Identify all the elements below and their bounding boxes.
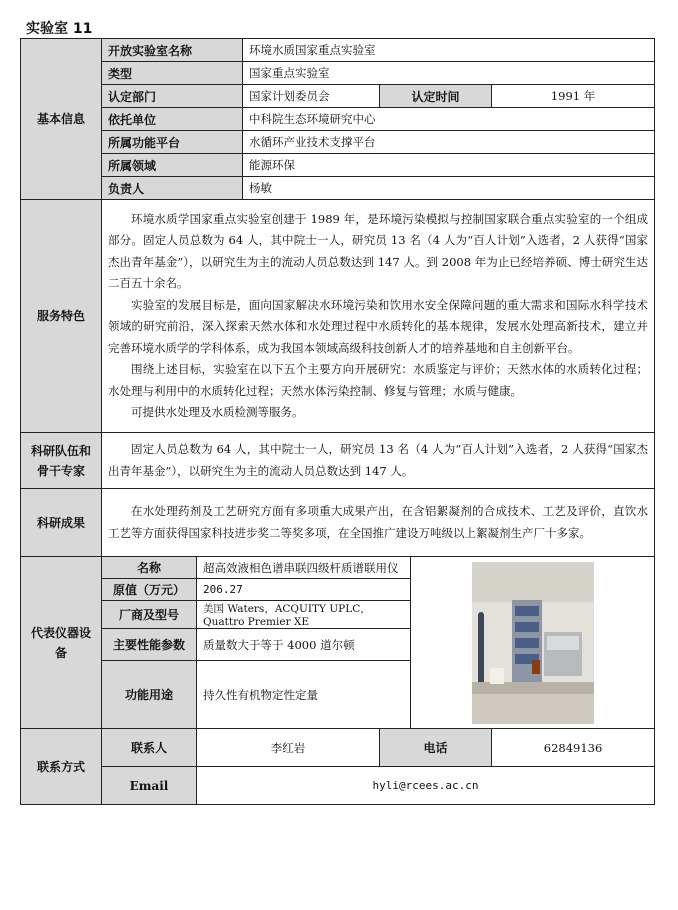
instrument-maker-value: 美国 Waters，ACQUITY UPLC，Quattro Premier XE — [197, 601, 411, 629]
leader-label: 负责人 — [102, 177, 243, 200]
lab-name-value: 环境水质国家重点实验室 — [243, 39, 655, 62]
type-value: 国家重点实验室 — [243, 62, 655, 85]
instrument-use-label: 功能用途 — [102, 661, 197, 729]
lab-name-label: 开放实验室名称 — [102, 39, 243, 62]
type-label: 类型 — [102, 62, 243, 85]
field-value: 能源环保 — [243, 154, 655, 177]
host-label: 依托单位 — [102, 108, 243, 131]
contact-phone-value: 62849136 — [492, 729, 655, 767]
platform-value: 水循环产业技术支撑平台 — [243, 131, 655, 154]
section-results: 科研成果 — [21, 489, 102, 557]
instrument-use-value: 持久性有机物定性定量 — [197, 661, 411, 729]
contact-phone-label: 电话 — [380, 729, 492, 767]
instrument-perf-label: 主要性能参数 — [102, 629, 197, 661]
time-label: 认定时间 — [380, 85, 492, 108]
service-paragraph-3: 围绕上述目标，实验室在以下五个主要方向开展研究：水质鉴定与评价；天然水体的水质转化过程；水处理与利用中的水质转化过程；天然水体污染控制、修复与管理；水质与健康。 — [108, 362, 649, 398]
time-value: 1991 年 — [492, 85, 655, 108]
lab-info-table — [20, 38, 655, 805]
section-instrument: 代表仪器设备 — [21, 557, 102, 729]
leader-value: 杨敏 — [243, 177, 655, 200]
instrument-perf-value: 质量数大于等于 4000 道尔顿 — [197, 629, 411, 661]
section-basic-info: 基本信息 — [21, 39, 102, 200]
contact-email-value[interactable]: hyli@rcees.ac.cn — [197, 767, 655, 805]
team-paragraph: 固定人员总数为 64 人，其中院士一人，研究员 13 名（4 人为“百人计划”入选者，2 人获得“国家杰出青年基金”），以研究生为主的流动人员总数达到 147 人。 — [108, 442, 649, 478]
service-paragraph-2: 实验室的发展目标是，面向国家解决水环境污染和饮用水安全保障问题的重大需求和国际水科学技术领域的研究前沿，深入探索天然水体和水处理过程中水质转化的基本规律，发展水处理高新技术，建立并完善环境水质学的学科体系，成为我国本领域高级科技创新人才的培养基地和自主创新平台。 — [108, 297, 649, 355]
contact-person-label: 联系人 — [102, 729, 197, 767]
section-contact: 联系方式 — [21, 729, 102, 805]
platform-label: 所属功能平台 — [102, 131, 243, 154]
instrument-name-value: 超高效液相色谱串联四级杆质谱联用仪 — [197, 557, 411, 579]
instrument-photo-svg — [472, 562, 594, 724]
instrument-price-label: 原值（万元） — [102, 579, 197, 601]
dept-label: 认定部门 — [102, 85, 243, 108]
section-service: 服务特色 — [21, 200, 102, 433]
field-label: 所属领域 — [102, 154, 243, 177]
contact-email-label: Email — [102, 767, 197, 805]
contact-person-value: 李红岩 — [197, 729, 380, 767]
dept-value: 国家计划委员会 — [243, 85, 380, 108]
page-title: 实验室 11 — [26, 21, 93, 37]
host-value: 中科院生态环境研究中心 — [243, 108, 655, 131]
instrument-name-label: 名称 — [102, 557, 197, 579]
results-paragraph: 在水处理药剂及工艺研究方面有多项重大成果产出，在含铝絮凝剂的合成技术、工艺及评价，直饮水工艺等方面获得国家科技进步奖二等奖多项，在全国推广建设万吨级以上絮凝剂生产厂十多家。 — [108, 504, 649, 540]
instrument-price-value: 206.27 — [197, 579, 411, 601]
service-paragraph-1: 环境水质学国家重点实验室创建于 1989 年，是环境污染模拟与控制国家联合重点实验室的一个组成部分。固定人员总数为 64 人，其中院士一人，研究员 13 名（4 人为“百人计划”入选者，2 人获得“国家杰出青年基金”），以研究生为主的流动人员总数达到 147 人。到 2008 年为止已经培养硕、博士研究生达二百五十余名。 — [108, 211, 649, 290]
service-paragraph-4: 可提供水处理及水质检测等服务。 — [131, 405, 304, 419]
instrument-photo — [472, 562, 594, 724]
instrument-maker-label: 厂商及型号 — [102, 601, 197, 629]
section-team: 科研队伍和骨干专家 — [21, 433, 102, 489]
